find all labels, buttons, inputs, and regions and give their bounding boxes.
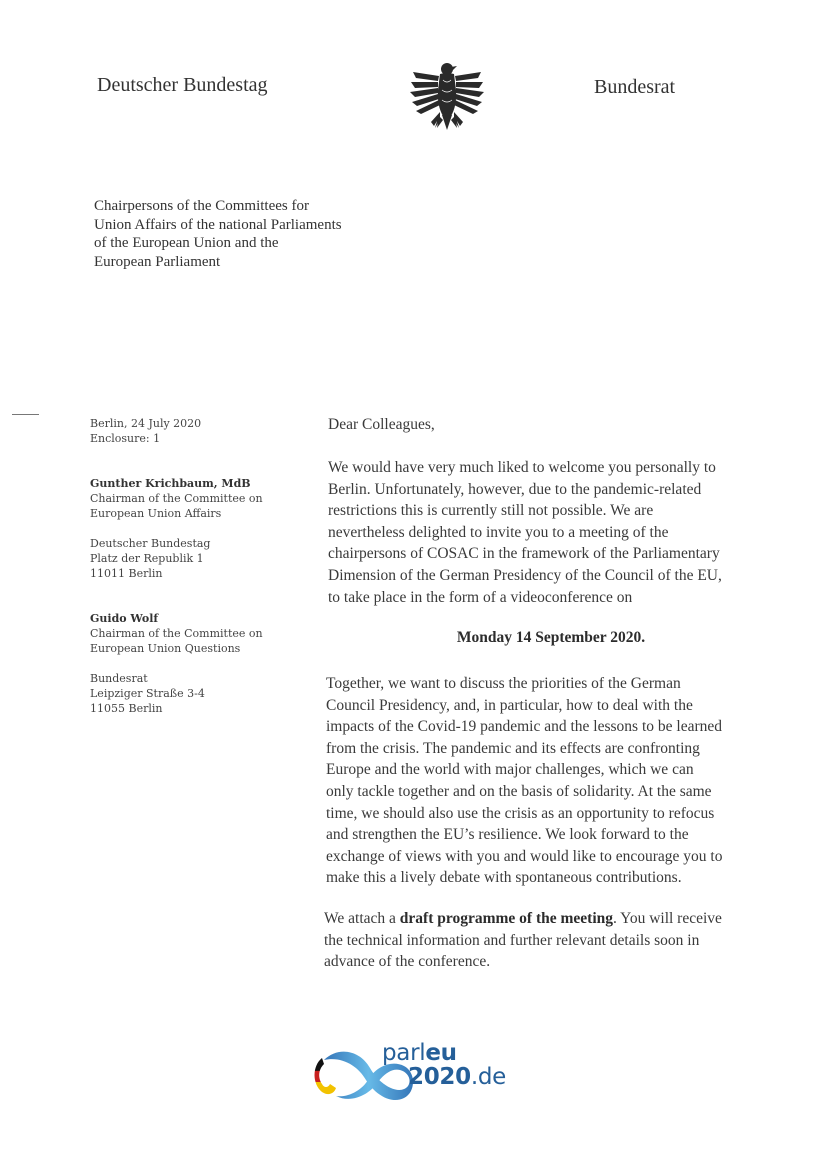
text-line: only tackle together and on the basis of solidarity. At the same — [326, 782, 712, 800]
date-block — [90, 416, 201, 446]
address-line: Leipziger Straße 3-4 — [90, 687, 205, 700]
logo-line-2 — [408, 1064, 506, 1090]
text-line: Council Presidency, and, in particular, how to deal with the — [326, 696, 693, 714]
text-line: exchange of views with you and would like to encourage you to — [326, 847, 723, 865]
logo-text-part: eu — [425, 1040, 457, 1066]
text-fragment: . You will receive — [613, 910, 722, 927]
paragraph-1 — [328, 457, 722, 608]
sender-1-block — [90, 476, 263, 521]
bundestag-heading: Deutscher Bundestag — [97, 74, 268, 96]
logo-text-part: 2020 — [408, 1064, 471, 1090]
text-line: Dimension of the German Presidency of the Council of the EU, — [328, 566, 722, 584]
address-line: 11011 Berlin — [90, 567, 163, 580]
draft-programme-emphasis: draft programme of the meeting — [399, 910, 613, 927]
text-line: Berlin. Unfortunately, however, due to the pandemic-related — [328, 480, 702, 498]
parleu2020-logo — [308, 1038, 508, 1108]
federal-eagle-icon — [407, 60, 487, 138]
recipient-line: Union Affairs of the national Parliaments — [94, 216, 342, 233]
sender-2-block — [90, 611, 263, 656]
recipient-line: European Parliament — [94, 253, 221, 270]
recipient-line: of the European Union and the — [94, 235, 279, 251]
text-line: We would have very much liked to welcome you personally to — [328, 459, 716, 476]
address-line: Platz der Republik 1 — [90, 552, 204, 565]
sender-2-role: European Union Questions — [90, 642, 241, 655]
text-line: and strengthen the EU’s resilience. We look forward to the — [326, 826, 689, 844]
paragraph-2 — [326, 673, 722, 889]
sender-1-name: Gunther Krichbaum, MdB — [90, 477, 251, 490]
text-line: make this a lively debate with spontaneous contributions. — [326, 869, 682, 887]
text-line: Together, we want to discuss the priorities of the German — [326, 675, 681, 692]
text-line: impacts of the Covid-19 pandemic and the lessons to be learned — [326, 718, 723, 736]
sender-2-role: Chairman of the Committee on — [90, 627, 263, 640]
sender-2-address — [90, 671, 205, 716]
sender-2-name: Guido Wolf — [90, 612, 159, 625]
bundesrat-heading: Bundesrat — [594, 76, 676, 98]
text-line: restrictions this is currently still not possible. We are — [328, 502, 654, 520]
address-line: Bundesrat — [90, 672, 148, 685]
text-line: from the crisis. The pandemic and its effects are confronting — [326, 739, 700, 757]
text-line: to take place in the form of a videoconference on — [328, 588, 633, 606]
logo-text-part: .de — [470, 1064, 506, 1090]
text-line — [324, 908, 722, 930]
text-line: advance of the conference. — [324, 953, 491, 971]
fold-mark — [12, 414, 39, 415]
text-fragment: We attach a — [324, 910, 400, 927]
sender-1-role: Chairman of the Committee on — [90, 492, 263, 505]
recipient-address — [94, 197, 342, 271]
enclosure-note: Enclosure: 1 — [90, 432, 161, 445]
recipient-line: Chairpersons of the Committees for — [94, 198, 309, 214]
text-line: time, we should also use the crisis as an opportunity to refocus — [326, 804, 715, 822]
sender-1-role: European Union Affairs — [90, 507, 222, 520]
logo-text-part: parl — [382, 1040, 426, 1066]
text-line: chairpersons of COSAC in the framework of the Parliamentary — [328, 545, 720, 563]
text-line: Europe and the world with major challenges, which we can — [326, 761, 694, 779]
meeting-date: Monday 14 September 2020. — [456, 629, 646, 646]
salutation: Dear Colleagues, — [328, 416, 435, 433]
paragraph-3 — [324, 908, 722, 973]
place-date: Berlin, 24 July 2020 — [90, 417, 202, 430]
address-line: 11055 Berlin — [90, 702, 163, 715]
logo-line-1 — [382, 1040, 457, 1066]
text-line: the technical information and further relevant details soon in — [324, 931, 700, 949]
text-line: nevertheless delighted to invite you to a meeting of the — [328, 523, 669, 541]
address-line: Deutscher Bundestag — [90, 537, 211, 550]
sender-1-address — [90, 536, 210, 581]
